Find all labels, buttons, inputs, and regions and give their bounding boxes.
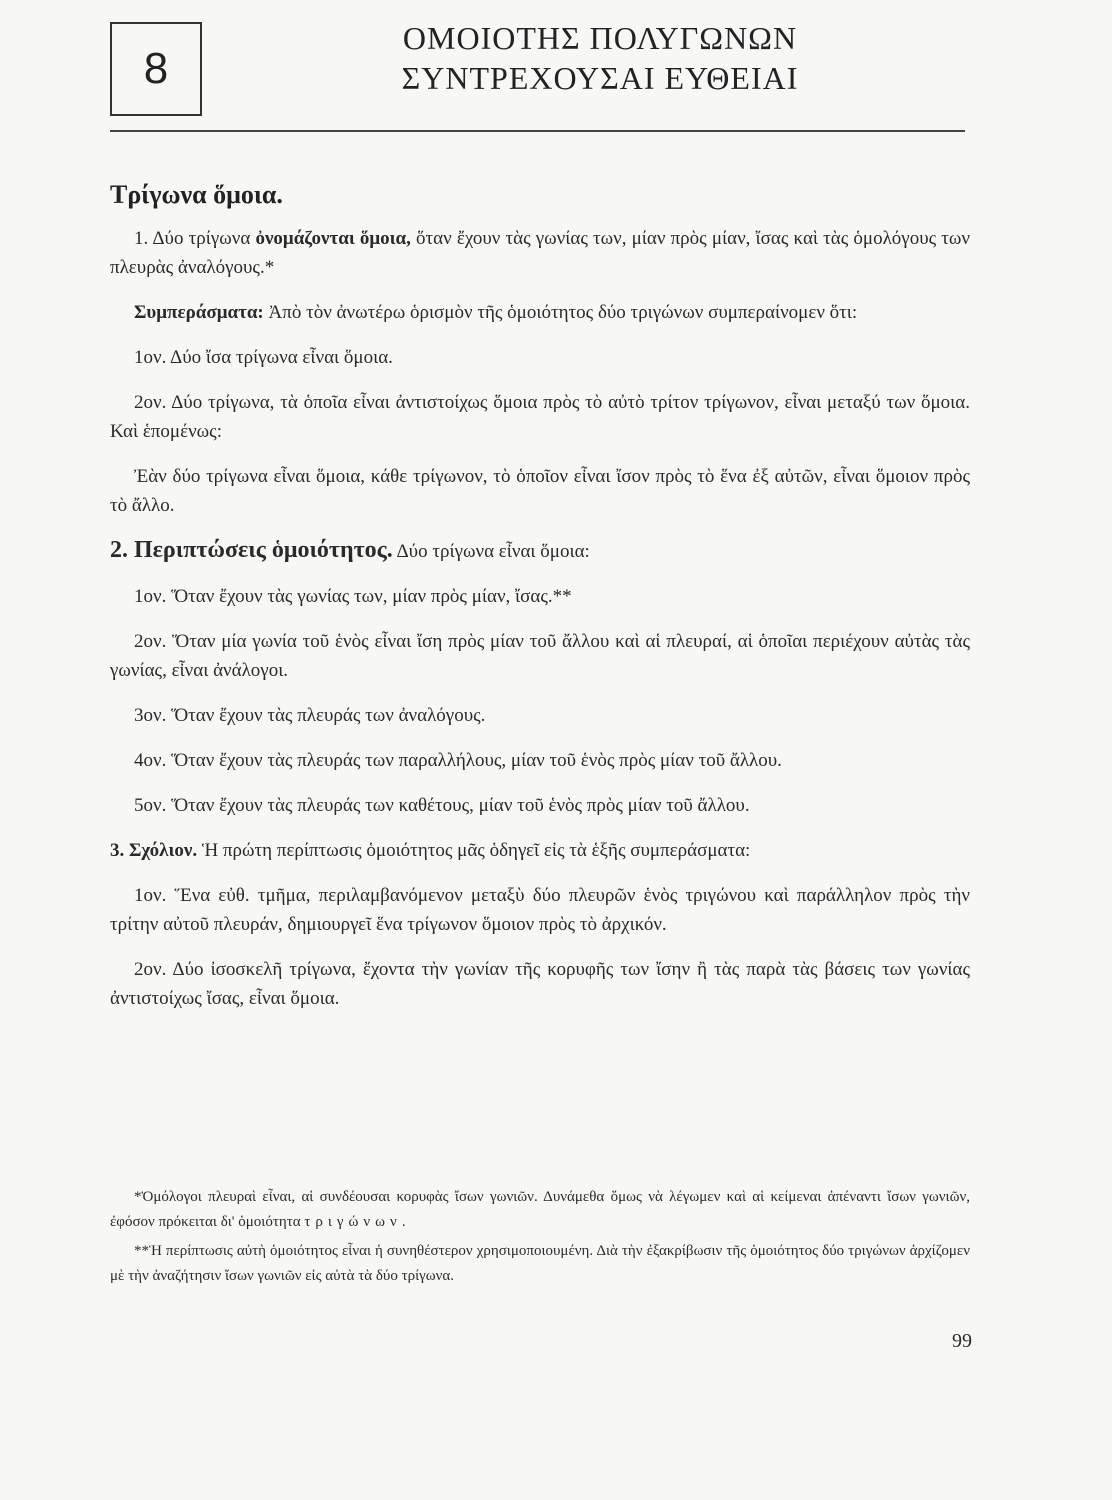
header-rule (110, 130, 965, 132)
definition-prefix: 1. Δύο τρίγωνα (134, 228, 256, 249)
section1-heading: Τρίγωνα ὅμοια. (110, 180, 283, 209)
case-1: 1ον. Ὅταν ἔχουν τὰς γωνίας των, μίαν πρὸς μίαν, ἴσας.** (134, 586, 572, 607)
main-content (110, 180, 970, 1029)
conclusions-paragraph (110, 298, 970, 327)
footnotes (110, 1185, 970, 1293)
conclusion-1: 1ον. Δύο ἴσα τρίγωνα εἶναι ὅμοια. (134, 347, 393, 368)
case-2: 2ον. Ὅταν μία γωνία τοῦ ἑνὸς εἶναι ἴση πρὸς μίαν τοῦ ἄλλου καὶ αἱ πλευραί, αἱ ὁποῖαι περιέχουν αὐτὰς τὰς γωνίας, εἶναι ἀνάλογοι. (110, 631, 970, 681)
section3-text: Ἡ πρώτη περίπτωσις ὁμοιότητος μᾶς ὁδηγεῖ εἰς τὰ ἑξῆς συμπεράσματα: (197, 840, 751, 861)
section2-paragraph (110, 536, 970, 566)
footnote-1-text: *Ὁμόλογοι πλευραὶ εἶναι, αἱ συνδέουσαι κορυφὰς ἴσων γωνιῶν. Δυνάμεθα ὅμως νὰ λέγωμεν καὶ αἱ κείμεναι ἀπέναντι ἴσων γωνιῶν, ἐφόσον πρόκειται δι' ὁμοιότητα (110, 1189, 970, 1230)
conclusions-label: Συμπεράσματα: (134, 302, 264, 323)
section3-label: 3. Σχόλιον. (110, 840, 198, 861)
definition-paragraph (110, 224, 970, 282)
footnote-1-spaced: τριγώνων. (304, 1214, 411, 1230)
chapter-title-line1: ΟΜΟΙΟΤΗΣ ΠΟΛΥΓΩΝΩΝ (402, 20, 798, 56)
section3-paragraph (110, 836, 970, 865)
chapter-header (240, 18, 960, 98)
conclusions-text: Ἀπὸ τὸν ἀνωτέρω ὁρισμὸν τῆς ὁμοιότητος δύο τριγώνων συμπεραίνομεν ὅτι: (263, 302, 858, 323)
conclusion-2: 2ον. Δύο τρίγωνα, τὰ ὁποῖα εἶναι ἀντιστοίχως ὅμοια πρὸς τὸ αὐτὸ τρίτον τρίγωνον, εἶναι μεταξύ των ὅμοια. Καὶ ἑπομένως: (110, 392, 970, 442)
chapter-number: 8 (143, 44, 169, 93)
footnote-2: **Ἡ περίπτωσις αὐτὴ ὁμοιότητος εἶναι ἡ συνηθέστερον χρησιμοποιουμένη. Διὰ τὴν ἐξακρίβωσιν τῆς ὁμοιότητος δύο τριγώνων ἀρχίζομεν μὲ τὴν ἀναζήτησιν ἴσων γωνιῶν εἰς αὐτὰ τὰ δύο τρίγωνα. (110, 1243, 970, 1284)
definition-rest: ὅταν ἔχουν τὰς γωνίας των, μίαν πρὸς μίαν, ἴσας καὶ τὰς ὁμολόγους των πλευρὰς ἀναλόγους.* (110, 228, 970, 278)
page-number: 99 (952, 1330, 972, 1352)
conclusion-3: Ἐὰν δύο τρίγωνα εἶναι ὅμοια, κάθε τρίγωνον, τὸ ὁποῖον εἶναι ἴσον πρὸς τὸ ἕνα ἐξ αὐτῶν, εἶναι ὅμοιον πρὸς τὸ ἄλλο. (110, 466, 970, 516)
case-4: 4ον. Ὅταν ἔχουν τὰς πλευράς των παραλλήλους, μίαν τοῦ ἑνὸς πρὸς μίαν τοῦ ἄλλου. (134, 750, 782, 771)
section2-title: 2. Περιπτώσεις ὁμοιότητος. (110, 537, 393, 563)
remark-1: 1ον. Ἕνα εὐθ. τμῆμα, περιλαμβανόμενον μεταξὺ δύο πλευρῶν ἑνὸς τριγώνου καὶ παράλληλον πρὸς τὴν τρίτην αὐτοῦ πλευράν, δημιουργεῖ ἕνα τρίγωνον ὅμοιον πρὸς τὸ ἀρχικόν. (110, 885, 970, 935)
definition-bold: ὀνομάζονται ὅμοια, (255, 228, 411, 249)
section2-title-rest: Δύο τρίγωνα εἶναι ὅμοια: (392, 541, 590, 562)
footnote-1 (110, 1185, 970, 1235)
case-5: 5ον. Ὅταν ἔχουν τὰς πλευράς των καθέτους, μίαν τοῦ ἑνὸς πρὸς μίαν τοῦ ἄλλου. (134, 795, 750, 816)
chapter-number-box (110, 22, 202, 116)
chapter-title-line2: ΣΥΝΤΡΕΧΟΥΣΑΙ ΕΥΘΕΙΑΙ (401, 60, 799, 96)
case-3: 3ον. Ὅταν ἔχουν τὰς πλευράς των ἀναλόγους. (134, 705, 486, 726)
remark-2: 2ον. Δύο ἰσοσκελῆ τρίγωνα, ἔχοντα τὴν γωνίαν τῆς κορυφῆς των ἴσην ἢ τὰς παρὰ τὰς βάσεις των γωνίας ἀντιστοίχως ἴσας, εἶναι ὅμοια. (110, 959, 970, 1009)
